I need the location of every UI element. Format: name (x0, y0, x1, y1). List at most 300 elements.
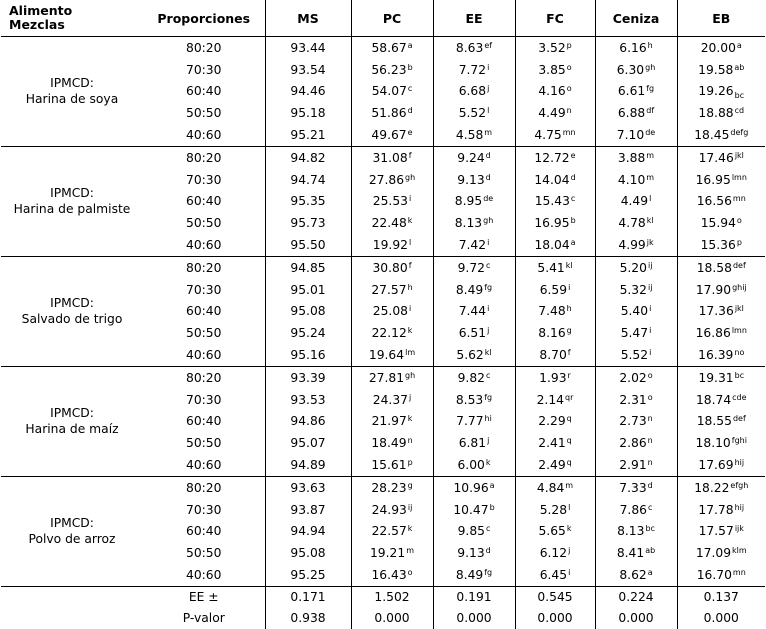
fc-cell (515, 499, 595, 521)
table-row (1, 366, 765, 388)
proportion-cell: 40:60 (143, 454, 265, 476)
fc-cell-value: 5.65 (538, 524, 566, 539)
pc-cell-value: 49.67 (371, 128, 407, 143)
stats-eb: 0.000 (677, 608, 765, 629)
pc-cell-letter: k (407, 414, 413, 424)
ms-cell: 95.35 (265, 191, 351, 213)
eb-cell-letter: p (736, 238, 742, 248)
stats-pc: 0.000 (351, 608, 433, 629)
ee-cell (433, 564, 515, 586)
ceniza-cell-letter: m (646, 172, 655, 182)
eb-cell-letter: def (732, 414, 746, 424)
ee-cell-letter: a (489, 480, 495, 490)
ceniza-cell (595, 499, 677, 521)
eb-cell (677, 81, 765, 103)
fc-cell-value: 18.04 (534, 238, 570, 253)
pc-cell-letter: i (408, 194, 412, 204)
ee-cell-letter: j (487, 84, 490, 94)
fc-cell (515, 476, 595, 498)
feed-group-line: IPMCD: (50, 296, 94, 311)
pc-cell (351, 81, 433, 103)
eb-cell-letter: mn (732, 194, 746, 204)
pc-cell (351, 432, 433, 454)
stats-row (1, 608, 765, 629)
ee-cell-value: 8.49 (455, 282, 484, 297)
ee-cell-value: 4.58 (455, 128, 484, 143)
pc-cell-letter: o (407, 568, 413, 578)
ceniza-cell-value: 2.73 (619, 414, 647, 429)
ee-cell-value: 9.13 (457, 546, 485, 561)
ms-cell: 94.86 (265, 411, 351, 433)
ceniza-cell-letter: ab (645, 546, 656, 556)
pc-cell (351, 499, 433, 521)
eb-cell (677, 212, 765, 234)
ceniza-cell-letter: fg (646, 84, 655, 94)
proportion-cell: 60:40 (186, 84, 222, 99)
eb-cell (677, 344, 765, 366)
ms-cell: 94.46 (265, 81, 351, 103)
header-fc: FC (515, 0, 595, 37)
ceniza-cell-letter: l (649, 194, 652, 204)
eb-cell (677, 564, 765, 586)
ee-cell-value: 7.42 (458, 238, 487, 253)
fc-cell-value: 2.41 (538, 436, 566, 451)
ee-cell (433, 234, 515, 256)
fc-cell-value: 15.43 (534, 194, 570, 209)
fc-cell (515, 322, 595, 344)
ee-cell (433, 521, 515, 543)
stats-label: EE ± (143, 586, 265, 608)
stats-blank-cell (1, 608, 143, 629)
ee-cell-value: 8.49 (455, 568, 484, 583)
ee-cell-letter: m (484, 128, 493, 138)
ceniza-cell-value: 2.86 (619, 436, 647, 451)
ceniza-cell-value: 4.10 (617, 172, 646, 187)
ee-cell (433, 542, 515, 564)
eb-cell-letter: jkl (734, 304, 744, 314)
ee-cell-value: 7.44 (458, 304, 487, 319)
eb-cell-letter: lmn (731, 172, 747, 182)
ms-cell: 93.54 (265, 59, 351, 81)
pc-cell-letter: j (408, 392, 412, 402)
eb-cell (677, 169, 765, 191)
ee-cell-letter: b (489, 502, 495, 512)
ms-cell: 95.07 (265, 432, 351, 454)
fc-cell-letter: q (566, 436, 572, 446)
pc-cell-value: 18.49 (371, 436, 407, 451)
table-row (1, 37, 765, 59)
fc-cell-value: 12.72 (534, 150, 570, 165)
ms-cell: 95.18 (265, 102, 351, 124)
ceniza-cell (595, 432, 677, 454)
ms-cell: 94.74 (265, 169, 351, 191)
pc-cell-letter: lm (405, 348, 416, 358)
ee-cell-letter: fg (484, 392, 493, 402)
fc-cell-value: 2.29 (538, 414, 566, 429)
eb-cell-letter: bc (734, 91, 745, 101)
ee-cell-value: 7.72 (458, 62, 487, 77)
ceniza-cell-value: 6.61 (617, 84, 646, 99)
eb-cell-letter: defg (730, 128, 749, 138)
eb-cell (677, 37, 765, 59)
eb-cell (677, 366, 765, 388)
feed-group-name (1, 476, 143, 586)
fc-cell-letter: a (570, 238, 576, 248)
proportion-cell: 50:50 (186, 216, 222, 231)
stats-ee: 0.191 (433, 586, 515, 608)
ee-cell-value: 9.82 (457, 370, 485, 385)
fc-cell-letter: q (566, 458, 572, 468)
eb-cell-value: 17.78 (698, 502, 734, 517)
ceniza-cell-value: 4.78 (618, 216, 646, 231)
ee-cell (433, 102, 515, 124)
eb-cell (677, 322, 765, 344)
composition-table (1, 0, 765, 629)
pc-cell (351, 279, 433, 301)
ms-cell: 94.85 (265, 256, 351, 278)
ceniza-cell (595, 301, 677, 323)
proportion-cell: 50:50 (186, 546, 222, 561)
ceniza-cell-value: 2.31 (619, 392, 647, 407)
ceniza-cell (595, 212, 677, 234)
eb-cell (677, 301, 765, 323)
eb-cell-value: 18.22 (694, 480, 730, 495)
eb-cell-value: 15.94 (700, 216, 736, 231)
ceniza-cell-letter: o (647, 392, 653, 402)
ceniza-cell (595, 191, 677, 213)
fc-cell (515, 124, 595, 146)
ee-cell-letter: hi (484, 414, 492, 424)
fc-cell-value: 6.12 (539, 546, 568, 561)
ee-cell-letter: c (485, 260, 491, 270)
pc-cell-value: 19.64 (368, 348, 405, 363)
ee-cell-letter: i (487, 304, 490, 314)
pc-cell-value: 24.37 (372, 392, 408, 407)
eb-cell-value: 19.31 (698, 370, 734, 385)
ceniza-cell-letter: m (646, 150, 655, 160)
eb-cell-value: 18.58 (696, 260, 732, 275)
ee-cell-letter: l (487, 106, 490, 116)
ceniza-cell (595, 476, 677, 498)
header-feed (1, 0, 143, 37)
ceniza-cell-letter: df (646, 106, 655, 116)
pc-cell-letter: l (408, 238, 412, 248)
eb-cell-letter: jkl (734, 150, 744, 160)
fc-cell-value: 2.14 (536, 392, 564, 407)
ee-cell-value: 8.63 (455, 40, 484, 55)
ee-cell-value: 10.96 (453, 480, 489, 495)
ceniza-cell-value: 7.33 (619, 480, 647, 495)
ceniza-cell-letter: ij (647, 282, 653, 292)
feed-group-line: Harina de maíz (25, 422, 119, 437)
ceniza-cell-letter: de (645, 128, 656, 138)
fc-cell-value: 5.28 (539, 502, 568, 517)
ceniza-cell-value: 5.52 (620, 348, 649, 363)
pc-cell (351, 389, 433, 411)
fc-cell (515, 279, 595, 301)
proportion-cell: 80:20 (186, 480, 222, 495)
fc-cell (515, 366, 595, 388)
stats-ceniza: 0.000 (595, 608, 677, 629)
eb-cell (677, 191, 765, 213)
fc-cell-value: 14.04 (534, 172, 570, 187)
fc-cell-letter: k (566, 524, 572, 534)
ceniza-cell-letter: bc (645, 524, 655, 534)
proportion-cell: 40:60 (143, 234, 265, 256)
fc-cell-value: 8.16 (538, 326, 566, 341)
ceniza-cell (595, 344, 677, 366)
ee-cell (433, 389, 515, 411)
pc-cell-value: 58.67 (371, 40, 407, 55)
ee-cell-value: 6.81 (458, 436, 487, 451)
pc-cell (351, 212, 433, 234)
proportion-cell: 70:30 (186, 282, 222, 297)
pc-cell-letter: k (407, 524, 413, 534)
ceniza-cell-value: 8.41 (616, 546, 645, 561)
eb-cell-letter: cde (732, 392, 747, 402)
eb-cell-letter: a (736, 40, 742, 50)
feed-group-line: IPMCD: (50, 76, 94, 91)
stats-row (1, 586, 765, 608)
ee-cell (433, 256, 515, 278)
eb-cell-value: 17.36 (698, 304, 734, 319)
fc-cell-value: 7.48 (538, 304, 566, 319)
stats-eb: 0.137 (677, 586, 765, 608)
ee-cell-letter: i (487, 62, 490, 72)
ee-cell (433, 366, 515, 388)
fc-cell (515, 81, 595, 103)
pc-cell-value: 51.86 (371, 106, 407, 121)
eb-cell-letter: hij (734, 502, 745, 512)
fc-cell-letter: o (566, 62, 572, 72)
pc-cell-value: 19.92 (372, 238, 408, 253)
feed-group-name (1, 37, 143, 147)
ee-cell (433, 37, 515, 59)
pc-cell-letter: i (408, 304, 412, 314)
pc-cell-value: 19.21 (369, 546, 406, 561)
ee-cell-letter: c (485, 370, 491, 380)
fc-cell-letter: r (567, 370, 571, 380)
ceniza-cell-letter: a (647, 568, 653, 578)
ee-cell (433, 81, 515, 103)
pc-cell-value: 24.93 (371, 502, 407, 517)
ee-cell (433, 59, 515, 81)
eb-cell (677, 256, 765, 278)
ee-cell-letter: c (485, 524, 491, 534)
proportion-cell: 60:40 (186, 414, 222, 429)
eb-cell (677, 389, 765, 411)
ceniza-cell-value: 7.86 (619, 502, 647, 517)
eb-cell-letter: bc (734, 370, 745, 380)
stats-blank-cell (1, 586, 143, 608)
proportion-cell: 50:50 (186, 326, 222, 341)
proportion-cell: 50:50 (186, 436, 222, 451)
ee-cell-value: 9.13 (457, 172, 485, 187)
ee-cell-value: 8.53 (455, 392, 484, 407)
ee-cell-letter: i (487, 238, 490, 248)
ceniza-cell-value: 6.30 (616, 62, 645, 77)
eb-cell-letter: ghij (732, 282, 747, 292)
pc-cell-value: 25.53 (372, 194, 408, 209)
fc-cell-letter: mn (562, 128, 576, 138)
ceniza-cell-letter: i (649, 304, 652, 314)
fc-cell-value: 6.45 (539, 568, 568, 583)
ceniza-cell-letter: o (647, 370, 653, 380)
fc-cell-letter: m (565, 480, 574, 490)
ceniza-cell-letter: ij (647, 260, 653, 270)
ceniza-cell-value: 2.91 (619, 458, 647, 473)
ee-cell-value: 9.24 (457, 150, 485, 165)
fc-cell-letter: j (568, 546, 571, 556)
fc-cell-letter: i (568, 282, 571, 292)
ceniza-cell-value: 7.10 (616, 128, 645, 143)
ee-cell-value: 5.52 (458, 106, 487, 121)
ceniza-cell (595, 256, 677, 278)
pc-cell-value: 27.57 (371, 282, 407, 297)
eb-cell (677, 542, 765, 564)
stats-ms: 0.938 (265, 608, 351, 629)
pc-cell (351, 542, 433, 564)
pc-cell-letter: k (407, 216, 413, 226)
pc-cell-value: 16.43 (371, 568, 407, 583)
ee-cell-value: 9.72 (457, 260, 485, 275)
fc-cell (515, 59, 595, 81)
pc-cell-value: 31.08 (372, 150, 408, 165)
ceniza-cell (595, 169, 677, 191)
fc-cell-value: 6.59 (539, 282, 568, 297)
eb-cell-value: 18.55 (696, 414, 732, 429)
ceniza-cell (595, 234, 677, 256)
fc-cell-value: 4.49 (538, 106, 566, 121)
ms-cell: 95.08 (265, 301, 351, 323)
ms-cell: 95.25 (265, 564, 351, 586)
pc-cell-letter: h (407, 282, 413, 292)
ceniza-cell-letter: d (647, 480, 653, 490)
pc-cell (351, 366, 433, 388)
pc-cell-letter: m (406, 546, 414, 556)
stats-fc: 0.000 (515, 608, 595, 629)
eb-cell-letter: hij (734, 458, 745, 468)
ceniza-cell-letter: n (647, 414, 653, 424)
eb-cell-letter: cd (734, 106, 745, 116)
fc-cell (515, 169, 595, 191)
header-feed-line: Alimento (9, 3, 73, 18)
table-body (1, 37, 765, 629)
ceniza-cell-value: 5.47 (620, 326, 649, 341)
eb-cell (677, 59, 765, 81)
pc-cell-value: 54.07 (371, 84, 407, 99)
fc-cell-letter: p (566, 40, 572, 50)
ceniza-cell-value: 3.88 (617, 150, 646, 165)
proportion-cell: 80:20 (186, 370, 222, 385)
eb-cell (677, 411, 765, 433)
feed-group-line: IPMCD: (50, 406, 94, 421)
fc-cell (515, 146, 595, 168)
fc-cell (515, 234, 595, 256)
ceniza-cell-value: 8.13 (617, 524, 645, 539)
eb-cell (677, 454, 765, 476)
eb-cell-letter: def (732, 260, 746, 270)
ceniza-cell-value: 5.40 (620, 304, 649, 319)
ceniza-cell-value: 4.49 (620, 194, 649, 209)
pc-cell-letter: ij (407, 502, 413, 512)
pc-cell (351, 37, 433, 59)
ee-cell-value: 6.51 (458, 326, 487, 341)
pc-cell (351, 169, 433, 191)
ms-cell: 93.44 (265, 37, 351, 59)
fc-cell-value: 4.16 (538, 84, 566, 99)
fc-cell (515, 37, 595, 59)
fc-cell (515, 432, 595, 454)
eb-cell (677, 521, 765, 543)
ceniza-cell (595, 521, 677, 543)
pc-cell (351, 564, 433, 586)
pc-cell (351, 146, 433, 168)
pc-cell-value: 21.97 (371, 414, 407, 429)
fc-cell (515, 102, 595, 124)
pc-cell-letter: d (407, 106, 413, 116)
feed-group-line: Harina de soya (25, 92, 119, 107)
header-pc: PC (351, 0, 433, 37)
header-feed-line: Mezclas (9, 17, 65, 32)
fc-cell-value: 16.95 (534, 216, 570, 231)
fc-cell-value: 3.85 (538, 62, 566, 77)
feed-group-name (1, 146, 143, 256)
table-row (1, 256, 765, 278)
pc-cell-value: 56.23 (371, 62, 407, 77)
ceniza-cell-letter: gh (645, 62, 656, 72)
stats-fc: 0.545 (515, 586, 595, 608)
fc-cell-letter: g (566, 326, 572, 336)
fc-cell-letter: l (568, 502, 571, 512)
ee-cell (433, 411, 515, 433)
eb-cell-value: 16.56 (696, 194, 732, 209)
ceniza-cell (595, 59, 677, 81)
ms-cell: 95.16 (265, 344, 351, 366)
eb-cell-value: 16.39 (698, 348, 734, 363)
pc-cell-value: 28.23 (371, 480, 407, 495)
pc-cell (351, 411, 433, 433)
header-ee: EE (433, 0, 515, 37)
ceniza-cell-value: 6.88 (617, 106, 646, 121)
ee-cell-letter: de (483, 194, 494, 204)
ee-cell-value: 8.95 (454, 194, 483, 209)
proportion-cell: 80:20 (186, 260, 222, 275)
fc-cell-value: 8.70 (539, 348, 567, 363)
ceniza-cell-letter: n (647, 458, 653, 468)
ee-cell-value: 6.00 (457, 458, 485, 473)
ceniza-cell (595, 564, 677, 586)
fc-cell (515, 521, 595, 543)
pc-cell (351, 124, 433, 146)
ms-cell: 94.82 (265, 146, 351, 168)
eb-cell-value: 20.00 (700, 40, 736, 55)
eb-cell-value: 18.74 (695, 392, 732, 407)
ee-cell-letter: kl (484, 348, 492, 358)
ms-cell: 94.94 (265, 521, 351, 543)
ceniza-cell-letter: n (647, 436, 653, 446)
header-ms: MS (265, 0, 351, 37)
fc-cell-letter: i (568, 568, 571, 578)
fc-cell (515, 454, 595, 476)
eb-cell-value: 17.69 (698, 458, 734, 473)
eb-cell-value: 18.10 (695, 436, 731, 451)
ceniza-cell (595, 81, 677, 103)
eb-cell (677, 234, 765, 256)
ee-cell-value: 5.62 (456, 348, 484, 363)
proportion-cell: 60:40 (186, 304, 222, 319)
proportion-cell: 60:40 (186, 524, 222, 539)
